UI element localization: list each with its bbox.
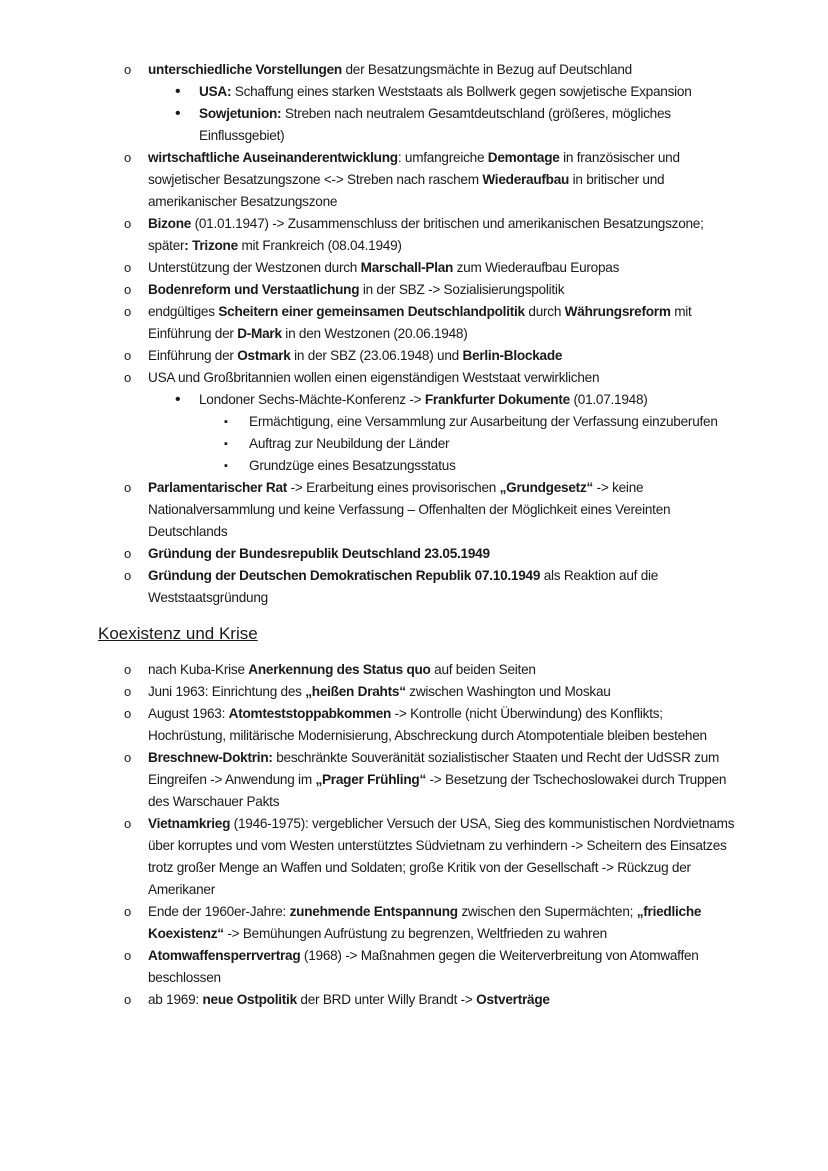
circle-bullet-icon: o — [124, 282, 131, 297]
circle-bullet-icon: o — [124, 216, 131, 231]
circle-bullet-icon: o — [124, 348, 131, 363]
text: Streben nach neutralem Gesamtdeutschland (größeres, mögliches Einflussgebiet) — [199, 106, 671, 143]
text: Grundzüge eines Besatzungsstatus — [249, 458, 456, 473]
text: der Besatzungsmächte in Bezug auf Deutschland — [341, 62, 632, 77]
text: in der SBZ -> Sozialisierungspolitik — [359, 282, 565, 297]
bold-text: D-Mark — [237, 326, 282, 341]
text: mit Einführung der — [148, 304, 692, 341]
list-item — [0, 103, 828, 147]
circle-bullet-icon: o — [124, 62, 131, 77]
text: (01.01.1947) -> Zusammenschluss der britischen und amerikanischen Besatzungszone; später — [148, 216, 704, 253]
text: ab 1969: — [148, 992, 203, 1007]
bold-text: : Trizone — [184, 238, 238, 253]
text: in französischer und sowjetischer Besatzungszone <-> Streben nach raschem — [148, 150, 680, 187]
bold-text: USA: — [199, 84, 232, 99]
bold-text: Frankfurter Dokumente — [424, 392, 570, 407]
circle-bullet-icon: o — [124, 904, 131, 919]
text: nach Kuba-Krise — [148, 662, 249, 677]
disc-bullet-icon: • — [175, 391, 181, 408]
text: (1946-1975): vergeblicher Versuch der USA, Sieg des kommunistischen Nordvietnams über korruptes und vom Westen unterstütztes Südvietnam zu verhindern -> Scheitern des Einsatzes trotz großer Menge an Waffen und Soldaten; große Kritik von der Gesellschaft -> Rückzug der Amerikaner — [148, 816, 735, 897]
text: (01.07.1948) — [569, 392, 648, 407]
circle-bullet-icon: o — [124, 816, 131, 831]
list-item — [0, 659, 828, 681]
circle-bullet-icon: o — [124, 260, 131, 275]
circle-bullet-icon: o — [124, 370, 131, 385]
list-item — [0, 747, 828, 813]
text: in den Westzonen (20.06.1948) — [281, 326, 468, 341]
text: (1968) -> Maßnahmen gegen die Weiterverbreitung von Atomwaffen beschlossen — [148, 948, 699, 985]
bold-text: Demontage — [487, 150, 560, 165]
circle-bullet-icon: o — [124, 480, 131, 495]
list-item — [0, 367, 828, 389]
text: -> Erarbeitung eines provisorischen — [287, 480, 500, 495]
bold-text: „heißen Drahts“ — [305, 684, 406, 699]
text: -> Kontrolle (nicht Überwindung) des Konflikts; Hochrüstung, militärische Modernisierung, Abschreckung durch Atompotentiale bleiben bestehen — [148, 706, 707, 743]
text: mit Frankreich (08.04.1949) — [237, 238, 402, 253]
bullet-list — [0, 59, 828, 609]
text: Juni 1963: Einrichtung des — [148, 684, 306, 699]
bold-text: neue Ostpolitik — [202, 992, 297, 1007]
text: in der SBZ (23.06.1948) und — [290, 348, 463, 363]
text: auf beiden Seiten — [430, 662, 536, 677]
list-item — [0, 213, 828, 257]
list-item — [0, 477, 828, 543]
text: zwischen den Supermächten; — [457, 904, 637, 919]
text: Einführung der — [148, 348, 238, 363]
bold-text: Atomteststoppabkommen — [228, 706, 392, 721]
text: Ermächtigung, eine Versammlung zur Ausarbeitung der Verfassung einzuberufen — [249, 414, 718, 429]
bold-text: Breschnew-Doktrin: — [148, 750, 273, 765]
bold-text: zunehmende Entspannung — [289, 904, 458, 919]
text: USA und Großbritannien wollen einen eigenständigen Weststaat verwirklichen — [148, 370, 600, 385]
list-item — [0, 389, 828, 411]
list-item — [0, 301, 828, 345]
list-item — [0, 411, 828, 433]
text: endgültiges — [148, 304, 219, 319]
circle-bullet-icon: o — [124, 150, 131, 165]
bold-text: wirtschaftliche Auseinanderentwicklung — [148, 150, 398, 165]
circle-bullet-icon: o — [124, 546, 131, 561]
text: Unterstützung der Westzonen durch — [148, 260, 361, 275]
circle-bullet-icon: o — [124, 992, 131, 1007]
bullet-list — [0, 659, 828, 1011]
bold-text: „Prager Frühling“ — [315, 772, 426, 787]
bold-text: Bodenreform und Verstaatlichung — [148, 282, 360, 297]
circle-bullet-icon: o — [124, 750, 131, 765]
list-item — [0, 455, 828, 477]
text: der BRD unter Willy Brandt -> — [296, 992, 477, 1007]
list-item — [0, 279, 828, 301]
bold-text: Währungsreform — [564, 304, 671, 319]
circle-bullet-icon: o — [124, 568, 131, 583]
list-item — [0, 703, 828, 747]
text: : umfangreiche — [397, 150, 488, 165]
text: in britischer und amerikanischer Besatzungszone — [148, 172, 665, 209]
text: als Reaktion auf die Weststaatsgründung — [148, 568, 659, 605]
disc-bullet-icon: • — [175, 83, 181, 100]
list-item — [0, 433, 828, 455]
bold-text: Bizone — [148, 216, 192, 231]
bold-text: Scheitern einer gemeinsamen Deutschlandpolitik — [218, 304, 525, 319]
bold-text: Vietnamkrieg — [148, 816, 231, 831]
text: beschränkte Souveränität sozialistischer Staaten und Recht der UdSSR zum Eingreifen -> Anwendung im — [148, 750, 720, 787]
text: Ende der 1960er-Jahre: — [148, 904, 290, 919]
bold-text: unterschiedliche Vorstellungen — [148, 62, 342, 77]
bold-text: Marschall-Plan — [360, 260, 454, 275]
list-item — [0, 681, 828, 703]
text: -> Bemühungen Aufrüstung zu begrenzen, Weltfrieden zu wahren — [223, 926, 607, 941]
list-item — [0, 901, 828, 945]
list-item — [0, 257, 828, 279]
list-item — [0, 147, 828, 213]
bold-text: Anerkennung des Status quo — [248, 662, 431, 677]
list-item — [0, 543, 828, 565]
text: Auftrag zur Neubildung der Länder — [249, 436, 450, 451]
text: zwischen Washington und Moskau — [405, 684, 611, 699]
circle-bullet-icon: o — [124, 662, 131, 677]
bold-text: „friedliche Koexistenz“ — [148, 904, 702, 941]
list-item — [0, 81, 828, 103]
text: August 1963: — [148, 706, 229, 721]
text: Schaffung eines starken Weststaats als Bollwerk gegen sowjetische Expansion — [231, 84, 692, 99]
bold-text: Atomwaffensperrvertrag — [148, 948, 301, 963]
bold-text: „Grundgesetz“ — [499, 480, 594, 495]
circle-bullet-icon: o — [124, 304, 131, 319]
bold-text: Ostmark — [237, 348, 291, 363]
bold-text: Gründung der Deutschen Demokratischen Republik 07.10.1949 — [148, 568, 541, 583]
text: durch — [524, 304, 565, 319]
square-bullet-icon: ▪ — [224, 438, 228, 450]
text: -> keine Nationalversammlung und keine Verfassung – Offenhalten der Möglichkeit eines Vereinten Deutschlands — [148, 480, 671, 539]
document-page — [0, 59, 828, 1011]
list-item — [0, 59, 828, 81]
list-item — [0, 565, 828, 609]
bold-text: Berlin-Blockade — [462, 348, 563, 363]
list-item — [0, 989, 828, 1011]
bold-text: Wiederaufbau — [482, 172, 570, 187]
text: Londoner Sechs-Mächte-Konferenz -> — [199, 392, 425, 407]
bold-text: Gründung der Bundesrepublik Deutschland 23.05.1949 — [148, 546, 490, 561]
text: -> Besetzung der Tschechoslowakei durch Truppen des Warschauer Pakts — [148, 772, 727, 809]
disc-bullet-icon: • — [175, 105, 181, 122]
bold-text: Parlamentarischer Rat — [148, 480, 288, 495]
square-bullet-icon: ▪ — [224, 460, 228, 472]
bold-text: Ostverträge — [476, 992, 550, 1007]
list-item — [0, 945, 828, 989]
circle-bullet-icon: o — [124, 706, 131, 721]
list-item — [0, 813, 828, 901]
circle-bullet-icon: o — [124, 684, 131, 699]
circle-bullet-icon: o — [124, 948, 131, 963]
text: zum Wiederaufbau Europas — [453, 260, 620, 275]
bold-text: Sowjetunion: — [199, 106, 282, 121]
square-bullet-icon: ▪ — [224, 416, 228, 428]
section-heading: Koexistenz und Krise — [98, 624, 258, 643]
list-item — [0, 345, 828, 367]
